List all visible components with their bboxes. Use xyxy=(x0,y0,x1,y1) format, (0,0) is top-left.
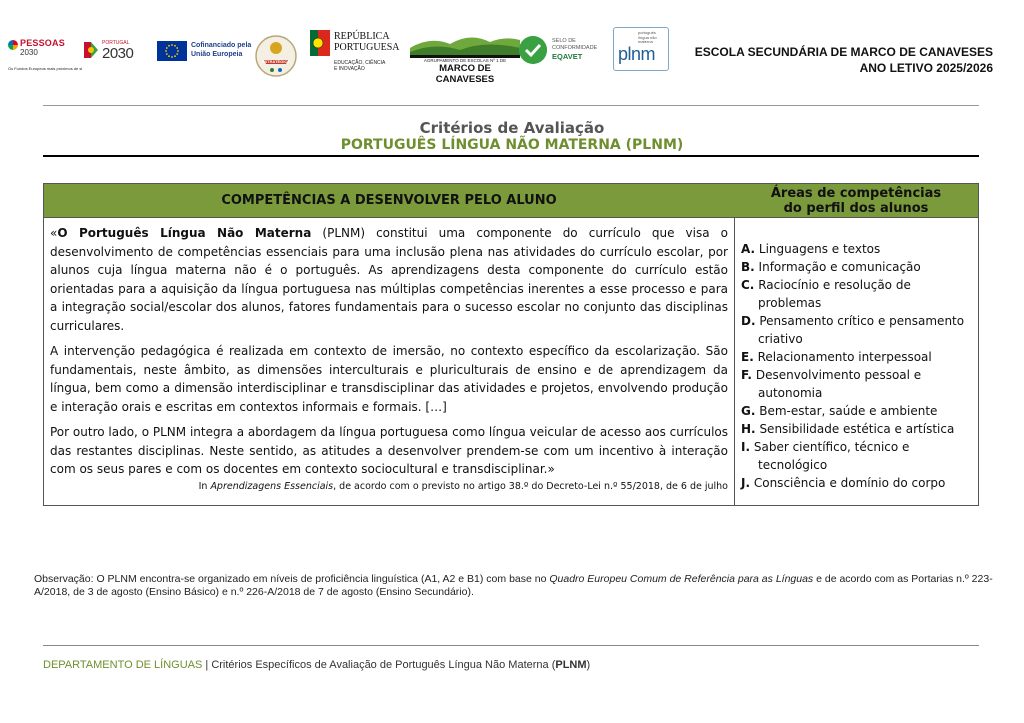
republica-shield-icon xyxy=(310,30,330,56)
competencies-paragraph-2: A intervenção pedagógica é realizada em contexto de imersão, no contexto específico da escolarização. São fundamentais, neste âmbito, as dimensões interculturais e pluriculturais de ensino e de aprendizagem da língua, bem como a dimensão interdisciplinar e transdisciplinar das atividades e projetos, envolvendo produção e interação orais e escritas em contextos informais e formais. […] xyxy=(50,344,728,414)
competency-area-item: E. Relacionamento interpessoal xyxy=(741,350,932,364)
footer-department: DEPARTAMENTO DE LÍNGUAS xyxy=(43,659,203,671)
pessoas-name: PESSOAS xyxy=(20,38,65,48)
portugal-2030-logo xyxy=(82,40,142,64)
school-header xyxy=(695,44,993,76)
competency-area-item: A. Linguagens e textos xyxy=(741,242,881,256)
plnm-logo-mark: plnm xyxy=(618,44,656,64)
header-divider xyxy=(43,105,979,106)
eqavet-check-icon xyxy=(519,36,547,64)
title-underline xyxy=(43,155,979,157)
plnm-logo-caption: português língua não materna xyxy=(638,30,657,44)
agrupamento-line2: MARCO DE CANAVESES xyxy=(435,63,495,85)
competency-area-item: F. Desenvolvimento pessoal e autonomia xyxy=(741,368,922,400)
republica-ministry: EDUCAÇÃO, CIÊNCIA E INOVAÇÃO xyxy=(334,60,386,72)
table-header-competencies: COMPETÊNCIAS A DESENVOLVER PELO ALUNO xyxy=(44,184,735,218)
school-name: ESCOLA SECUNDÁRIA DE MARCO DE CANAVESES xyxy=(694,45,993,59)
footer-text: Critérios Específicos de Avaliação de Português Língua Não Materna ( xyxy=(211,659,556,671)
table-header-areas: Áreas de competências do perfil dos alunos xyxy=(734,184,978,218)
competency-area-item: J. Consciência e domínio do corpo xyxy=(741,476,946,490)
table-column-divider xyxy=(734,217,735,505)
document-subject: PORTUGUÊS LÍNGUA NÃO MATERNA (PLNM) xyxy=(340,137,684,153)
strategic-badge-logo xyxy=(254,34,298,78)
republica-portuguesa-logo xyxy=(310,30,410,80)
competency-area-item: H. Sensibilidade estética e artística xyxy=(741,422,955,436)
eu-cofinanced-text: Cofinanciado pela União Europeia xyxy=(191,42,252,58)
competencies-table xyxy=(43,183,979,506)
republica-name: REPÚBLICA PORTUGUESA xyxy=(334,31,400,53)
eqavet-seal-text: SELO DE CONFORMIDADE xyxy=(552,38,598,51)
pessoas-year: 2030 xyxy=(20,48,38,57)
portugal-2030-year: 2030 xyxy=(102,45,134,62)
school-year: ANO LETIVO 2025/2026 xyxy=(859,61,993,75)
agrupamento-line1: AGRUPAMENTO DE ESCOLAS Nº 1 DE xyxy=(423,58,507,63)
competency-area-item: C. Raciocínio e resolução de problemas xyxy=(741,278,911,310)
pessoas-flower-icon xyxy=(8,40,18,50)
page-footer: DEPARTAMENTO DE LÍNGUAS | Critérios Específicos de Avaliação de Português Língua Não Materna (PLNM) xyxy=(43,659,591,671)
pessoas-2030-logo xyxy=(8,38,83,74)
portugal-2030-name: PORTUGAL xyxy=(102,40,130,46)
citation: In Aprendizagens Essenciais, de acordo com o previsto no artigo 38.º do Decreto-Lei n.º 55/2018, de 6 de julho xyxy=(198,480,728,492)
competency-areas-list xyxy=(741,240,977,492)
strategic-badge-icon xyxy=(254,34,298,78)
pessoas-subtitle: Os Fundos Europeus mais próximos de si xyxy=(8,66,83,71)
observation-note: Observação: O PLNM encontra-se organizado em níveis de proficiência linguística (A1, A2 e B1) com base no Quadro Europeu Comum de Referência para as Línguas e de acordo com as Portarias n.º 223-A/2018, de 3 de agosto (Ensino Básico) e n.º 226-A/2018 de 7 de agosto (Ensino Secundário). xyxy=(34,573,993,598)
competencies-paragraph-1: «O Português Língua Não Materna (PLNM) constitui uma componente do currículo que visa o desenvolvimento de competências essenciais para uma inclusão plena nas atividades do currículo escolar, por alunos cuja língua materna não é o português. As aprendizagens desta componente do currículo estão orientadas para a aquisição da língua portuguesa nas múltiplas competências inerentes a esse processo e para a integração social/escolar dos alunos, fatores fundamentais para o sucesso escolar no conjunto das disciplinas curriculares. xyxy=(50,226,728,333)
eu-cofinanced-logo xyxy=(157,40,257,62)
agrupamento-logo xyxy=(410,28,520,85)
plnm-logo xyxy=(613,27,669,71)
competencies-text xyxy=(50,224,728,493)
portugal-2030-mark-icon xyxy=(82,40,100,60)
eqavet-brand: EQAVET xyxy=(552,52,583,61)
document-title: Critérios de Avaliação xyxy=(419,119,605,137)
competency-area-item: G. Bem-estar, saúde e ambiente xyxy=(741,404,938,418)
agrupamento-landscape-icon xyxy=(410,28,520,58)
competency-area-item: D. Pensamento crítico e pensamento criativo xyxy=(741,314,965,346)
competencies-paragraph-3: Por outro lado, o PLNM integra a abordagem da língua portuguesa como língua veicular de acesso aos currículos das restantes disciplinas. Neste sentido, as atitudes a desenvolver prendem-se com um incentivo à interação com os seus pares e com os docentes em contexto sociocultural e transdisciplinar.» xyxy=(50,425,728,476)
competency-area-item: B. Informação e comunicação xyxy=(741,260,921,274)
footer-divider xyxy=(43,645,979,646)
eqavet-logo xyxy=(519,36,609,66)
eu-flag-icon xyxy=(157,41,187,61)
competency-area-item: I. Saber científico, técnico e tecnológico xyxy=(741,440,910,472)
strategic-badge-label: ESTRATÉGICA xyxy=(261,59,291,64)
